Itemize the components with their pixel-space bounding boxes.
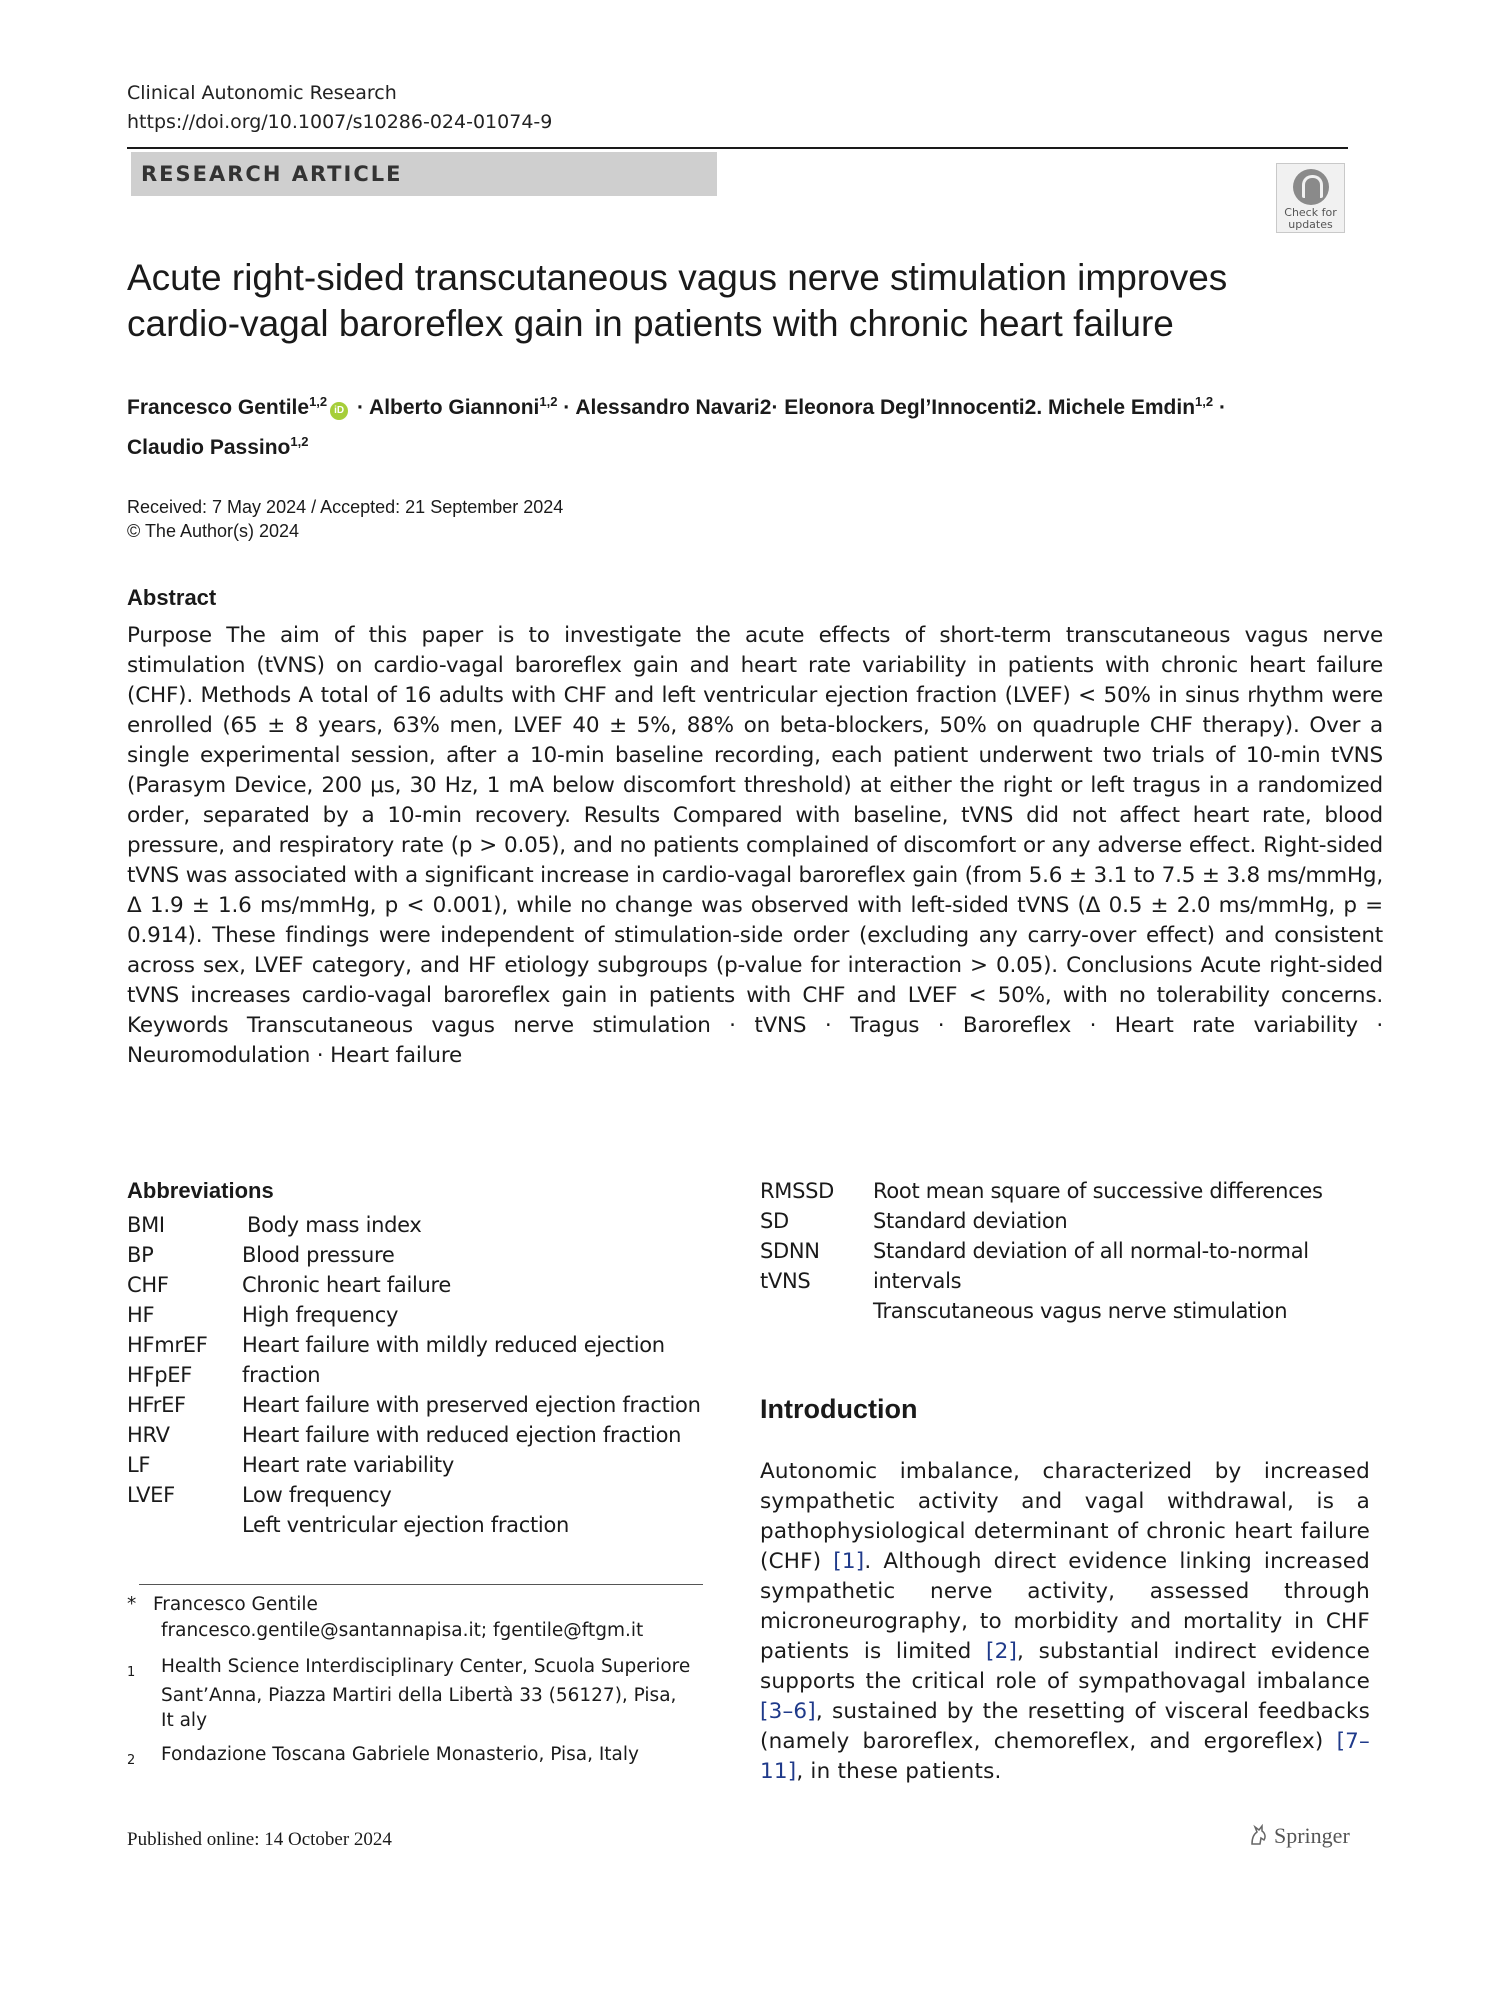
published-online: Published online: 14 October 2024 <box>127 1829 392 1850</box>
corresponding-email[interactable]: francesco.gentile@santannapisa.it; fgentile@ftgm.it <box>161 1620 644 1641</box>
affiliation-number: 1 <box>127 1665 136 1680</box>
citation-link[interactable]: [3–6] <box>760 1699 816 1724</box>
abbr-term: HF <box>127 1303 155 1327</box>
author-affiliation: 1,2 <box>539 394 558 409</box>
abbr-definition: fraction <box>242 1363 321 1387</box>
abbreviations-heading: Abbreviations <box>127 1178 274 1203</box>
abstract-heading: Abstract <box>127 585 217 610</box>
abbr-definition: Transcutaneous vagus nerve stimulation <box>873 1299 1288 1323</box>
header-rule <box>127 147 1348 149</box>
author-name[interactable]: Alessandro Navari2 <box>575 396 772 419</box>
received-accepted: Received: 7 May 2024 / Accepted: 21 September 2024 <box>127 497 564 517</box>
abbr-definition: Chronic heart failure <box>242 1273 452 1297</box>
abbr-term: LVEF <box>127 1483 175 1507</box>
abbr-term: BMI <box>127 1213 165 1237</box>
abbr-definition: Heart failure with mildly reduced ejection <box>242 1333 665 1357</box>
article-type-banner: RESEARCH ARTICLE <box>131 152 717 196</box>
journal-header <box>127 79 552 137</box>
affiliation-number: 2 <box>127 1753 136 1768</box>
abbreviation-defs-right <box>873 1176 1323 1326</box>
abbr-definition: Low frequency <box>242 1483 392 1507</box>
abbr-term: LF <box>127 1453 151 1477</box>
abbreviation-terms-right <box>760 1176 834 1296</box>
abbr-definition: Standard deviation <box>873 1209 1068 1233</box>
check-for-updates-label: Check for updates <box>1284 206 1337 231</box>
bookmark-icon <box>1293 169 1329 205</box>
intro-text: . Although direct evidence linking increased sympathetic nerve activity, assessed through microneurography, to morbidity and mortality in CHF patients is limited <box>760 1549 1371 1664</box>
abbr-term: HFrEF <box>127 1393 186 1417</box>
abbr-definition: Heart failure with preserved ejection fraction <box>242 1393 701 1417</box>
abbr-definition: Root mean square of successive differences <box>873 1179 1323 1203</box>
introduction-text <box>760 1457 1370 1787</box>
copyright-line: © The Author(s) 2024 <box>127 521 300 541</box>
author-name[interactable]: Michele Emdin <box>1048 396 1196 419</box>
citation-link[interactable]: [7–11] <box>760 1729 1370 1784</box>
author-affiliation: 1,2 <box>1195 394 1214 409</box>
author-name[interactable]: Francesco Gentile <box>127 396 310 419</box>
abbr-definition: Body mass index <box>247 1213 422 1237</box>
abbr-term: SD <box>760 1209 789 1233</box>
introduction-heading: Introduction <box>760 1394 918 1424</box>
author-list: Francesco Gentile$^{1,2}$iD · Alberto Giannoni$^{1,2}$ · Alessandro Navari2· Eleonora Degl’Innocenti2. Michele Emdin$^{1,2}$ · Claudio Passino$^{1,2}$ <box>127 394 1226 459</box>
affiliation-line: It aly <box>161 1710 208 1731</box>
abbr-term: HFmrEF <box>127 1333 208 1357</box>
affiliation-line: Sant’Anna, Piazza Martiri della Libertà 33 (56127), Pisa, <box>161 1685 677 1706</box>
abbr-definition: Left ventricular ejection fraction <box>242 1513 570 1537</box>
abbr-definition: Standard deviation of all normal-to-normal <box>873 1239 1309 1263</box>
abbreviation-defs-left <box>242 1210 701 1540</box>
affiliation-line: Health Science Interdisciplinary Center, Scuola Superiore <box>161 1656 691 1677</box>
title-line-1: Acute right-sided transcutaneous vagus nerve stimulation improves <box>127 257 1228 298</box>
author-name[interactable]: Claudio Passino <box>127 436 291 459</box>
check-for-updates-badge[interactable] <box>1276 163 1345 233</box>
citation-link[interactable]: [1] <box>833 1549 865 1574</box>
intro-text: , in these patients. <box>796 1759 1002 1784</box>
author-name[interactable]: Alberto Giannoni <box>369 396 540 419</box>
abbr-definition: Blood pressure <box>242 1243 395 1267</box>
article-title <box>127 255 1327 347</box>
abbr-term: CHF <box>127 1273 169 1297</box>
doi-link[interactable]: https://doi.org/10.1007/s10286-024-01074-9 <box>127 111 553 133</box>
abbr-term: HFpEF <box>127 1363 193 1387</box>
orcid-icon[interactable]: iD <box>330 402 348 420</box>
abbr-term: BP <box>127 1243 154 1267</box>
affiliation-2: Fondazione Toscana Gabriele Monasterio, Pisa, Italy <box>161 1744 639 1765</box>
intro-text: , substantial indirect evidence supports the critical role of sympathovagal imbalance <box>760 1639 1370 1694</box>
journal-name: Clinical Autonomic Research <box>127 82 397 104</box>
footnote-divider <box>139 1584 703 1585</box>
abbr-definition: Heart failure with reduced ejection fraction <box>242 1423 682 1447</box>
publisher-logo <box>1248 1823 1350 1849</box>
abbr-term: HRV <box>127 1423 170 1447</box>
abbreviation-terms-left <box>127 1210 208 1510</box>
corresponding-name: Francesco Gentile <box>153 1594 318 1615</box>
springer-horse-icon <box>1248 1824 1268 1846</box>
abbr-definition: intervals <box>873 1269 962 1293</box>
intro-text: Autonomic imbalance, characterized by increased sympathetic activity and vagal withdrawal, is a pathophysiological determinant of chronic heart failure (CHF) <box>760 1459 1370 1574</box>
abstract-text: Purpose The aim of this paper is to investigate the acute effects of short-term transcutaneous vagus nerve stimulation (tVNS) on cardio-vagal baroreflex gain and heart rate variability in patients with chronic heart failure (CHF). Methods A total of 16 adults with CHF and left ventricular ejection fraction (LVEF) < 50% in sinus rhythm were enrolled (65 ± 8 years, 63% men, LVEF 40 ± 5%, 88% on beta-blockers, 50% on quadruple CHF therapy). Over a single experimental session, after a 10-min baseline recording, each patient underwent two trials of 10-min tVNS (Parasym Device, 200 μs, 30 Hz, 1 mA below discomfort threshold) at either the right or left tragus in a randomized order, separated by a 10-min recovery. Results Compared with baseline, tVNS did not affect heart rate, blood pressure, and respiratory rate (p > 0.05), and no patients complained of discomfort or any adverse effect. Right-sided tVNS was associated with a significant increase in cardio-vagal baroreflex gain (from 5.6 ± 3.1 to 7.5 ± 3.8 ms/mmHg, Δ 1.9 ± 1.6 ms/mmHg, p < 0.001), while no change was observed with left-sided tVNS (Δ 0.5 ± 2.0 ms/mmHg, p = 0.914). These findings were independent of stimulation-side order (excluding any carry-over effect) and consistent across sex, LVEF category, and HF etiology subgroups (p-value for interaction > 0.05). Conclusions Acute right-sided tVNS increases cardio-vagal baroreflex gain in patients with CHF and LVEF < 50%, with no tolerability concerns. Keywords Transcutaneous vagus nerve stimulation · tVNS · Tragus · Baroreflex · Heart rate variability · Neuromodulation · Heart failure <box>127 623 1383 1068</box>
abbr-definition: High frequency <box>242 1303 399 1327</box>
publisher-name: Springer <box>1274 1823 1350 1848</box>
corresponding-mark: * <box>127 1594 137 1615</box>
author-affiliation: 1,2 <box>290 434 309 449</box>
abbr-term: RMSSD <box>760 1179 835 1203</box>
title-line-2: cardio-vagal baroreflex gain in patients with chronic heart failure <box>127 303 1174 344</box>
corresponding-author <box>153 1592 643 1644</box>
abbr-term: SDNN <box>760 1239 820 1263</box>
intro-text: , sustained by the resetting of visceral feedbacks (namely baroreflex, chemoreflex, and ergoreflex) <box>760 1699 1370 1754</box>
affiliation-1 <box>161 1652 690 1732</box>
citation-link[interactable]: [2] <box>985 1639 1018 1664</box>
abbr-definition: Heart rate variability <box>242 1453 454 1477</box>
article-dates <box>127 495 563 543</box>
abbr-term: tVNS <box>760 1269 811 1293</box>
author-affiliation: 1,2 <box>309 394 328 409</box>
author-name[interactable]: Eleonora Degl’Innocenti2. <box>784 396 1043 419</box>
